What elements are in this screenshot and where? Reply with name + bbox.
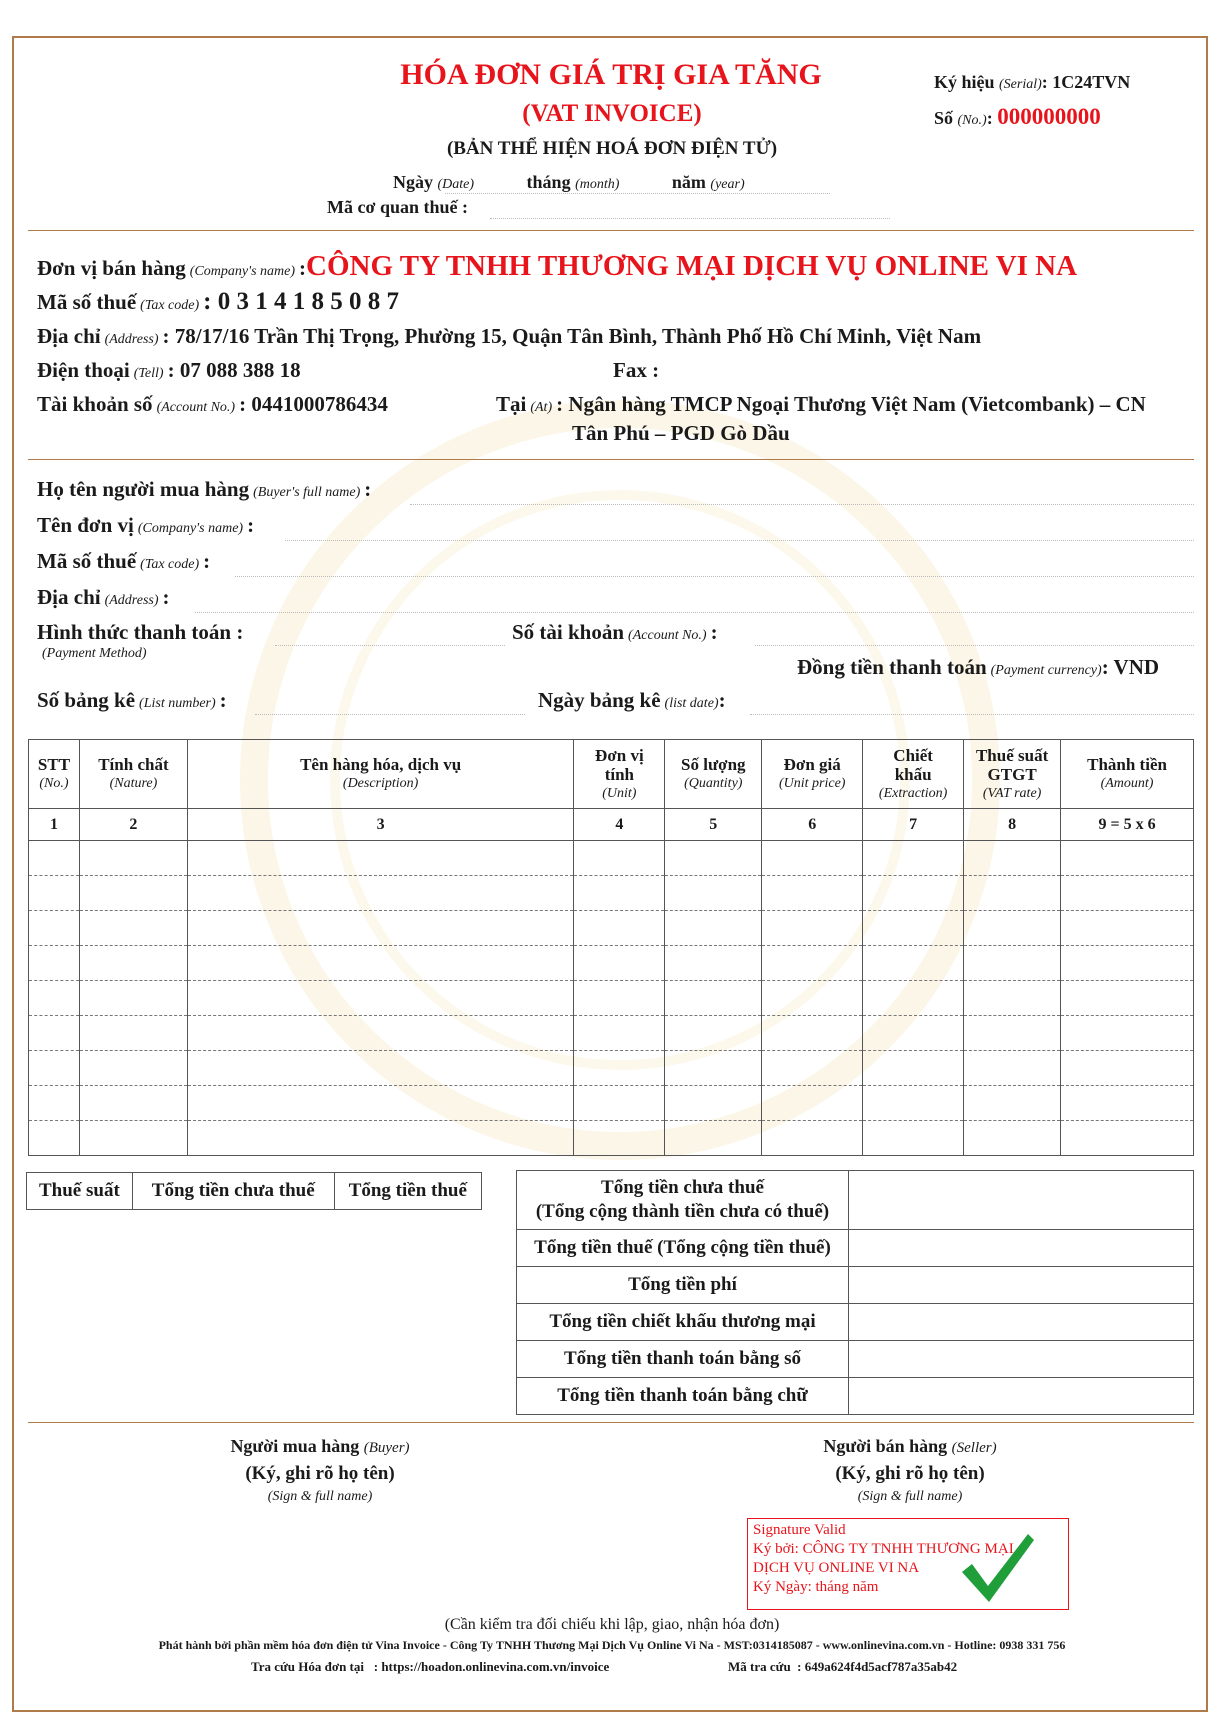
column-number-row: 1 2 3 4 5 6 7 8 9 = 5 x 6 (29, 809, 1194, 841)
buyer-tax-dotline (235, 576, 1194, 577)
summary-row (517, 1378, 1194, 1415)
summary-value (849, 1341, 1194, 1378)
account-dotline (755, 645, 1194, 646)
summary-table (516, 1170, 1194, 1415)
invoice-subtitle: (VAT INVOICE) (522, 100, 702, 127)
lookup-code: Mã tra cứu : 649a624f4d5acf787a35ab42 (728, 1659, 958, 1674)
invoice-title: HÓA ĐƠN GIÁ TRỊ GIA TĂNG (400, 58, 822, 91)
col-nature: Tính chất (Nature) (79, 740, 187, 809)
items-table (28, 739, 1194, 1156)
summary-fee-label: Tổng tiền phí (517, 1267, 849, 1304)
issued-by: Phát hành bởi phần mềm hóa đơn điện tử Vina Invoice - Công Ty TNHH Thương Mại Dịch Vụ Online Vi Na - MST:0314185087 - www.onlinevina.com.vn - Hotline: 0938 331 756 (158, 1638, 1066, 1652)
tax-rate-header: Thuế suất (27, 1173, 133, 1210)
summary-total-number-label: Tổng tiền thanh toán bằng số (517, 1341, 849, 1378)
col-vat-rate: Thuế suất GTGT (VAT rate) (964, 740, 1061, 809)
buyer-name: Họ tên người mua hàng (Buyer's full name) : (37, 477, 372, 501)
summary-row (517, 1304, 1194, 1341)
divider-2 (28, 459, 1194, 460)
summary-row (517, 1267, 1194, 1304)
summary-discount-label: Tổng tiền chiết khấu thương mại (517, 1304, 849, 1341)
summary-value (849, 1378, 1194, 1415)
invoice-number: Số (No.): 000000000 (934, 104, 1101, 129)
lookup: Tra cứu Hóa đơn tại : https://hoadon.onlinevina.com.vn/invoice (251, 1659, 610, 1674)
summary-value (849, 1171, 1194, 1230)
payment-currency: Đồng tiền thanh toán (Payment currency): VND (797, 655, 1160, 679)
summary-value (849, 1304, 1194, 1341)
list-number: Số bảng kê (List number) : (37, 688, 227, 712)
list-number-dotline (255, 714, 525, 715)
list-date: Ngày bảng kê (list date): (538, 688, 726, 712)
buyer-address: Địa chỉ (Address) : (37, 585, 170, 609)
buyer-payment-method-en: (Payment Method) (42, 646, 147, 661)
summary-value (849, 1267, 1194, 1304)
buyer-address-dotline (195, 612, 1194, 613)
col-extraction: Chiết khấu (Extraction) (863, 740, 964, 809)
col-quantity: Số lượng (Quantity) (665, 740, 762, 809)
divider-1 (28, 230, 1194, 231)
seller-bank: Tại (At) : Ngân hàng TMCP Ngoại Thương Việt Nam (Vietcombank) – CN (496, 392, 1146, 416)
buyer-company: Tên đơn vị (Company's name) : (37, 513, 255, 537)
list-date-dotline (750, 714, 1194, 715)
table-row (29, 946, 1194, 981)
buyer-company-dotline (285, 540, 1194, 541)
date-dotline (445, 193, 830, 194)
seller-bank-line2: Tân Phú – PGD Gò Dầu (572, 421, 790, 445)
table-row (29, 1051, 1194, 1086)
summary-total-words-label: Tổng tiền thanh toán bằng chữ (517, 1378, 849, 1415)
items-header-row (29, 740, 1194, 809)
seller-address: Địa chỉ (Address) : 78/17/16 Trần Thị Trọng, Phường 15, Quận Tân Bình, Thành Phố Hồ Chí Minh, Việt Nam (37, 324, 982, 348)
tax-office-dotline (490, 218, 890, 219)
table-row (29, 876, 1194, 911)
seller-phone: Điện thoại (Tell) : 07 088 388 18 (37, 358, 301, 382)
summary-row (517, 1230, 1194, 1267)
col-stt: STT (No.) (29, 740, 80, 809)
summary-tax-label: Tổng tiền thuế (Tổng cộng tiền thuế) (517, 1230, 849, 1267)
seller-signature-block: Người bán hàng (Seller) (Ký, ghi rõ họ tên) (Sign & full name) (823, 1436, 997, 1504)
col-description: Tên hàng hóa, dịch vụ (Description) (187, 740, 574, 809)
tax-rate-table (26, 1172, 482, 1210)
table-row (29, 981, 1194, 1016)
buyer-tax-code: Mã số thuế (Tax code) : (37, 549, 211, 573)
invoice-note: (BẢN THỂ HIỆN HOÁ ĐƠN ĐIỆN TỬ) (446, 138, 778, 159)
payment-dotline (275, 645, 505, 646)
checkmark-icon (958, 1528, 1036, 1608)
buyer-signature-block: Người mua hàng (Buyer) (Ký, ghi rõ họ tên) (Sign & full name) (230, 1436, 410, 1504)
table-row (29, 1086, 1194, 1121)
summary-pretax-label: Tổng tiền chưa thuế (Tổng cộng thành tiền chưa có thuế) (517, 1171, 849, 1230)
divider-3 (28, 1422, 1194, 1423)
signature-valid-box: Signature Valid Ký bởi: CÔNG TY TNHH THƯƠNG MẠI DỊCH VỤ ONLINE VI NA Ký Ngày: tháng năm (747, 1518, 1069, 1610)
seller-company: Đơn vị bán hàng (Company's name) :CÔNG TY TNHH THƯƠNG MẠI DỊCH VỤ ONLINE VI NA (37, 250, 1078, 282)
pretax-header: Tổng tiền chưa thuế (132, 1173, 334, 1210)
col-unit: Đơn vị tính (Unit) (574, 740, 665, 809)
table-row (29, 841, 1194, 876)
date-row: Ngày (Date) tháng (month) năm (year) (393, 172, 745, 192)
seller-fax: Fax : (613, 358, 660, 382)
col-unit-price: Đơn giá (Unit price) (762, 740, 863, 809)
col-amount: Thành tiền (Amount) (1061, 740, 1194, 809)
table-row (29, 1016, 1194, 1051)
tax-header: Tổng tiền thuế (334, 1173, 481, 1210)
check-note: (Cần kiểm tra đối chiếu khi lập, giao, nhận hóa đơn) (444, 1616, 780, 1633)
table-row (29, 1121, 1194, 1156)
seller-account: Tài khoản số (Account No.) : 0441000786434 (37, 392, 388, 416)
buyer-account: Số tài khoản (Account No.) : (512, 620, 718, 644)
buyer-name-dotline (410, 504, 1194, 505)
serial: Ký hiệu (Serial): 1C24TVN (934, 72, 1131, 92)
summary-row (517, 1171, 1194, 1230)
tax-office-label: Mã cơ quan thuế : (327, 197, 468, 217)
table-row (29, 911, 1194, 946)
summary-value (849, 1230, 1194, 1267)
summary-row (517, 1341, 1194, 1378)
seller-tax-code: Mã số thuế (Tax code) : 0 3 1 4 1 8 5 0 8 7 (37, 288, 399, 315)
buyer-payment-method: Hình thức thanh toán : (37, 620, 244, 644)
